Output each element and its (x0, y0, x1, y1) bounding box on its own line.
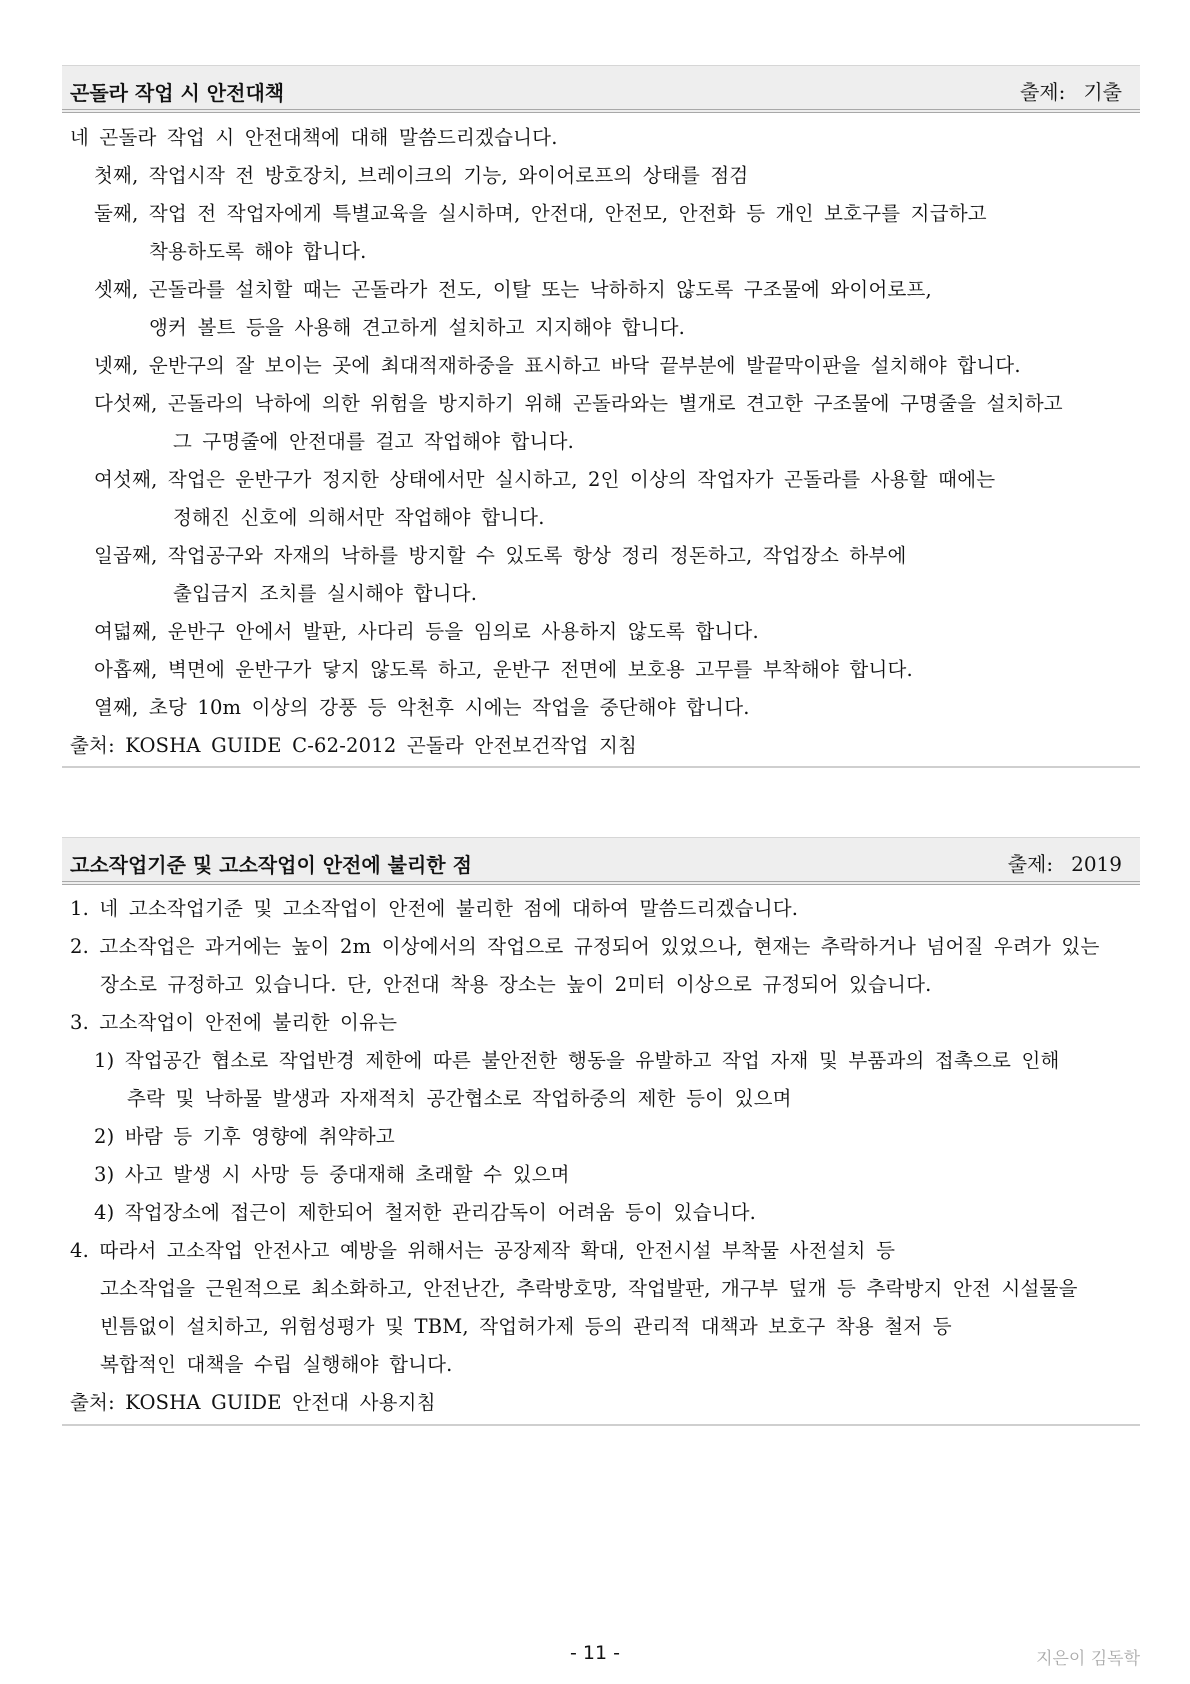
exam-value: 2019 (1071, 852, 1122, 876)
text-line: 2. 고소작업은 과거에는 높이 2m 이상에서의 작업으로 규정되어 있었으나, 현재는 추락하거나 넘어질 우려가 있는 (70, 935, 1100, 958)
exam-info (1002, 76, 1122, 105)
text-line: 네 곤돌라 작업 시 안전대책에 대해 말씀드리겠습니다. (70, 126, 558, 149)
text-line: 여덟째, 운반구 안에서 발판, 사다리 등을 임의로 사용하지 않도록 합니다. (94, 620, 759, 643)
text-line: 셋째, 곤돌라를 설치할 때는 곤돌라가 전도, 이탈 또는 낙하하지 않도록 구조물에 와이어로프, (94, 278, 932, 301)
section-body (62, 890, 1140, 1422)
text-line: 1) 작업공간 협소로 작업반경 제한에 따른 불안전한 행동을 유발하고 작업 자재 및 부품과의 접촉으로 인해 (94, 1049, 1060, 1072)
exam-info (990, 848, 1122, 877)
text-line: 4) 작업장소에 접근이 제한되어 철저한 관리감독이 어려움 등이 있습니다. (94, 1201, 757, 1224)
text-line: 착용하도록 해야 합니다. (149, 240, 367, 263)
text-line: 고소작업을 근원적으로 최소화하고, 안전난간, 추락방호망, 작업발판, 개구부 덮개 등 추락방지 안전 시설물을 (100, 1277, 1078, 1300)
text-line: 3. 고소작업이 안전에 불리한 이유는 (70, 1011, 398, 1034)
text-line: 2) 바람 등 기후 영향에 취약하고 (94, 1125, 395, 1148)
section-header (62, 65, 1140, 113)
exam-value: 기출 (1083, 80, 1122, 104)
section-title: 곤돌라 작업 시 안전대책 (70, 81, 285, 105)
exam-label: 출제: (1007, 852, 1054, 876)
text-line: 정해진 신호에 의해서만 작업해야 합니다. (173, 506, 545, 529)
section-body (62, 119, 1140, 765)
text-line: 첫째, 작업시작 전 방호장치, 브레이크의 기능, 와이어로프의 상태를 점검 (94, 164, 749, 187)
text-line: 여섯째, 작업은 운반구가 정지한 상태에서만 실시하고, 2인 이상의 작업자가 곤돌라를 사용할 때에는 (94, 468, 996, 491)
text-line: 4. 따라서 고소작업 안전사고 예방을 위해서는 공장제작 확대, 안전시설 부착물 사전설치 등 (70, 1239, 896, 1262)
text-line: 아홉째, 벽면에 운반구가 닿지 않도록 하고, 운반구 전면에 보호용 고무를 부착해야 합니다. (94, 658, 913, 681)
text-line: 빈틈없이 설치하고, 위험성평가 및 TBM, 작업허가제 등의 관리적 대책과 보호구 착용 철저 등 (100, 1315, 952, 1338)
text-line: 복합적인 대책을 수립 실행해야 합니다. (100, 1353, 453, 1376)
text-line: 장소로 규정하고 있습니다. 단, 안전대 착용 장소는 높이 2미터 이상으로 규정되어 있습니다. (100, 973, 932, 996)
divider (62, 766, 1140, 768)
page-number: - 11 - (570, 1642, 620, 1664)
source-line: 출처: KOSHA GUIDE C-62-2012 곤돌라 안전보건작업 지침 (70, 734, 638, 757)
text-line: 앵커 볼트 등을 사용해 견고하게 설치하고 지지해야 합니다. (149, 316, 686, 339)
text-line: 열째, 초당 10m 이상의 강풍 등 악천후 시에는 작업을 중단해야 합니다. (94, 696, 750, 719)
section-header (62, 837, 1140, 885)
text-line: 추락 및 낙하물 발생과 자재적치 공간협소로 작업하중의 제한 등이 있으며 (127, 1087, 792, 1110)
exam-label: 출제: (1019, 80, 1066, 104)
text-line: 둘째, 작업 전 작업자에게 특별교육을 실시하며, 안전대, 안전모, 안전화 등 개인 보호구를 지급하고 (94, 202, 987, 225)
section-title: 고소작업기준 및 고소작업이 안전에 불리한 점 (70, 853, 472, 877)
text-line: 넷째, 운반구의 잘 보이는 곳에 최대적재하중을 표시하고 바닥 끝부분에 발끝막이판을 설치해야 합니다. (94, 354, 1021, 377)
text-line: 그 구명줄에 안전대를 걸고 작업해야 합니다. (173, 430, 575, 453)
text-line: 출입금지 조치를 실시해야 합니다. (173, 582, 478, 605)
text-line: 3) 사고 발생 시 사망 등 중대재해 초래할 수 있으며 (94, 1163, 570, 1186)
text-line: 1. 네 고소작업기준 및 고소작업이 안전에 불리한 점에 대하여 말씀드리겠습니다. (70, 897, 799, 920)
text-line: 다섯째, 곤돌라의 낙하에 의한 위험을 방지하기 위해 곤돌라와는 별개로 견고한 구조물에 구명줄을 설치하고 (94, 392, 1063, 415)
author-signature: 지은이 김독학 (1036, 1649, 1140, 1669)
divider (62, 1424, 1140, 1426)
text-line: 일곱째, 작업공구와 자재의 낙하를 방지할 수 있도록 항상 정리 정돈하고, 작업장소 하부에 (94, 544, 907, 567)
source-line: 출처: KOSHA GUIDE 안전대 사용지침 (70, 1391, 436, 1414)
